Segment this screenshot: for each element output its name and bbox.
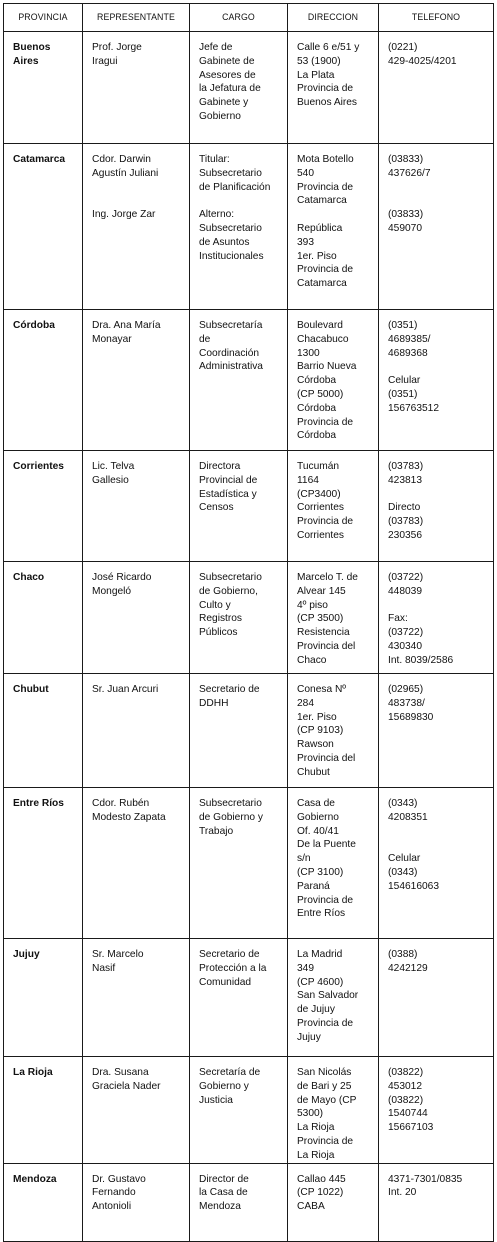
representante-entry: Lic. Telva Gallesio — [92, 461, 135, 486]
table-row — [4, 32, 494, 144]
cell-telefono — [379, 1057, 494, 1164]
telefono-entry: (0221) 429-4025/4201 — [388, 42, 457, 67]
table-row — [4, 562, 494, 674]
table-row — [4, 788, 494, 939]
table-row — [4, 939, 494, 1057]
telefono-entry: Celular (0351) 156763512 — [388, 375, 439, 414]
telefono-entry: (0351) 4689385/ 4689368 — [388, 320, 431, 359]
cell-telefono — [379, 939, 494, 1057]
cargo-entry: Secretario de DDHH — [199, 684, 260, 709]
cell-provincia: Chubut — [4, 674, 83, 788]
representante-entry: Sr. Marcelo Nasif — [92, 949, 144, 974]
representante-entry: Sr. Juan Arcuri — [92, 684, 159, 695]
telefono-entry: Celular (0343) 154616063 — [388, 853, 439, 892]
cell-direccion — [288, 451, 379, 562]
cell-telefono — [379, 310, 494, 451]
cargo-entry: Secretario de Protección a la Comunidad — [199, 949, 267, 988]
direccion-entry: Marcelo T. de Alvear 145 4º piso (CP 3500) Resistencia Provincia del Chaco — [297, 572, 358, 666]
cell-telefono — [379, 1163, 494, 1241]
representante-entry: Cdor. Rubén Modesto Zapata — [92, 798, 166, 823]
header-cargo: CARGO — [190, 4, 288, 32]
cell-representante — [83, 939, 190, 1057]
table-row — [4, 310, 494, 451]
cell-provincia: Jujuy — [4, 939, 83, 1057]
cell-provincia: La Rioja — [4, 1057, 83, 1164]
cell-cargo — [190, 1163, 288, 1241]
cargo-entry: Subsecretaría de Coordinación Administrativa — [199, 320, 263, 373]
table-row — [4, 144, 494, 310]
representante-entry: Prof. Jorge Iragui — [92, 42, 142, 67]
cargo-entry: Secretaría de Gobierno y Justicia — [199, 1067, 261, 1106]
cargo-entry: Subsecretario de Gobierno, Culto y Registros Públicos — [199, 572, 262, 639]
table-row — [4, 1163, 494, 1241]
cell-direccion — [288, 32, 379, 144]
telefono-entry: Fax: (03722) 430340 Int. 8039/2586 — [388, 613, 454, 666]
cell-direccion — [288, 1057, 379, 1164]
direccion-entry: Callao 445 (CP 1022) CABA — [297, 1173, 346, 1213]
cell-representante — [83, 144, 190, 310]
header-telefono: TELEFONO — [379, 4, 494, 32]
telefono-entry: (0343) 4208351 — [388, 798, 428, 823]
telefono-entry: (02965) 483738/ 15689830 — [388, 684, 434, 723]
telefono-entry: (03833) 459070 — [388, 209, 424, 234]
direccion-entry: La Madrid 349 (CP 4600) San Salvador de Jujuy Provincia de Jujuy — [297, 949, 359, 1043]
cell-provincia: Córdoba — [4, 310, 83, 451]
cell-cargo — [190, 144, 288, 310]
telefono-entry: Directo (03783) 230356 — [388, 502, 424, 541]
cell-telefono — [379, 788, 494, 939]
cargo-entry: Alterno: Subsecretario de Asuntos Institucionales — [199, 209, 264, 262]
telefono-entry: (03833) 437626/7 — [388, 154, 431, 179]
cell-cargo — [190, 1057, 288, 1164]
cell-representante — [83, 562, 190, 674]
table-row — [4, 674, 494, 788]
cell-cargo — [190, 939, 288, 1057]
table-row — [4, 451, 494, 562]
cell-direccion — [288, 1163, 379, 1241]
cell-provincia: Catamarca — [4, 144, 83, 310]
cell-direccion — [288, 674, 379, 788]
cell-telefono — [379, 674, 494, 788]
cell-representante — [83, 788, 190, 939]
cell-representante — [83, 310, 190, 451]
header-row — [4, 4, 494, 32]
cell-provincia: Buenos Aires — [4, 32, 83, 144]
representante-entry: José Ricardo Mongeló — [92, 572, 152, 597]
cargo-entry: Titular: Subsecretario de Planificación — [199, 154, 271, 193]
direccion-entry: Boulevard Chacabuco 1300 Barrio Nueva Córdoba (CP 5000) Córdoba Provincia de Córdoba — [297, 320, 357, 442]
cell-provincia: Corrientes — [4, 451, 83, 562]
cell-representante — [83, 1163, 190, 1241]
telefono-entry: (03722) 448039 — [388, 572, 424, 597]
telefono-entry: (03822) 453012 (03822) 1540744 15667103 — [388, 1067, 434, 1134]
representante-entry: Cdor. Darwin Agustín Juliani — [92, 154, 159, 179]
cell-cargo — [190, 788, 288, 939]
telefono-entry: 4371-7301/0835 Int. 20 — [388, 1173, 463, 1199]
cell-direccion — [288, 788, 379, 939]
cell-direccion — [288, 310, 379, 451]
cell-telefono — [379, 562, 494, 674]
direccion-entry: Tucumán 1164 (CP3400) Corrientes Provincia de Corrientes — [297, 461, 354, 541]
cell-provincia: Entre Ríos — [4, 788, 83, 939]
cell-cargo — [190, 562, 288, 674]
representatives-table — [3, 3, 494, 1242]
direccion-entry: Mota Botello 540 Provincia de Catamarca — [297, 154, 354, 207]
cargo-entry: Directora Provincial de Estadística y Censos — [199, 461, 258, 514]
direccion-entry: San Nicolás de Bari y 25 de Mayo (CP 5300) La Rioja Provincia de La Rioja — [297, 1067, 357, 1161]
direccion-entry: Conesa Nº 284 1er. Piso (CP 9103) Rawson Provincia del Chubut — [297, 684, 356, 778]
cell-provincia: Mendoza — [4, 1163, 83, 1241]
cell-telefono — [379, 144, 494, 310]
cell-cargo — [190, 674, 288, 788]
direccion-entry: Calle 6 e/51 y 53 (1900) La Plata Provincia de Buenos Aires — [297, 42, 360, 109]
cargo-entry: Subsecretario de Gobierno y Trabajo — [199, 798, 263, 837]
cell-representante — [83, 451, 190, 562]
table-row — [4, 1057, 494, 1164]
cell-representante — [83, 674, 190, 788]
cell-cargo — [190, 310, 288, 451]
cargo-entry: Director de la Casa de Mendoza — [199, 1173, 249, 1213]
cell-cargo — [190, 451, 288, 562]
cell-direccion — [288, 939, 379, 1057]
cell-telefono — [379, 451, 494, 562]
header-representante: REPRESENTANTE — [83, 4, 190, 32]
cell-provincia: Chaco — [4, 562, 83, 674]
cell-cargo — [190, 32, 288, 144]
header-direccion: DIRECCION — [288, 4, 379, 32]
representante-entry: Dr. Gustavo Fernando Antonioli — [92, 1173, 146, 1213]
cargo-entry: Jefe de Gabinete de Asesores de la Jefatura de Gabinete y Gobierno — [199, 42, 261, 122]
representante-entry: Dra. Susana Graciela Nader — [92, 1067, 161, 1092]
cell-direccion — [288, 144, 379, 310]
telefono-entry: (03783) 423813 — [388, 461, 424, 486]
direccion-entry: Casa de Gobierno Of. 40/41 De la Puente s/n (CP 3100) Paraná Provincia de Entre Ríos — [297, 798, 356, 920]
representante-entry: Ing. Jorge Zar — [92, 209, 156, 221]
telefono-entry: (0388) 4242129 — [388, 949, 428, 974]
cell-representante — [83, 32, 190, 144]
cell-direccion — [288, 562, 379, 674]
direccion-entry: República 393 1er. Piso Provincia de Catamarca — [297, 222, 354, 290]
header-provincia: PROVINCIA — [4, 4, 83, 32]
cell-representante — [83, 1057, 190, 1164]
cell-telefono — [379, 32, 494, 144]
representante-entry: Dra. Ana María Monayar — [92, 320, 161, 345]
